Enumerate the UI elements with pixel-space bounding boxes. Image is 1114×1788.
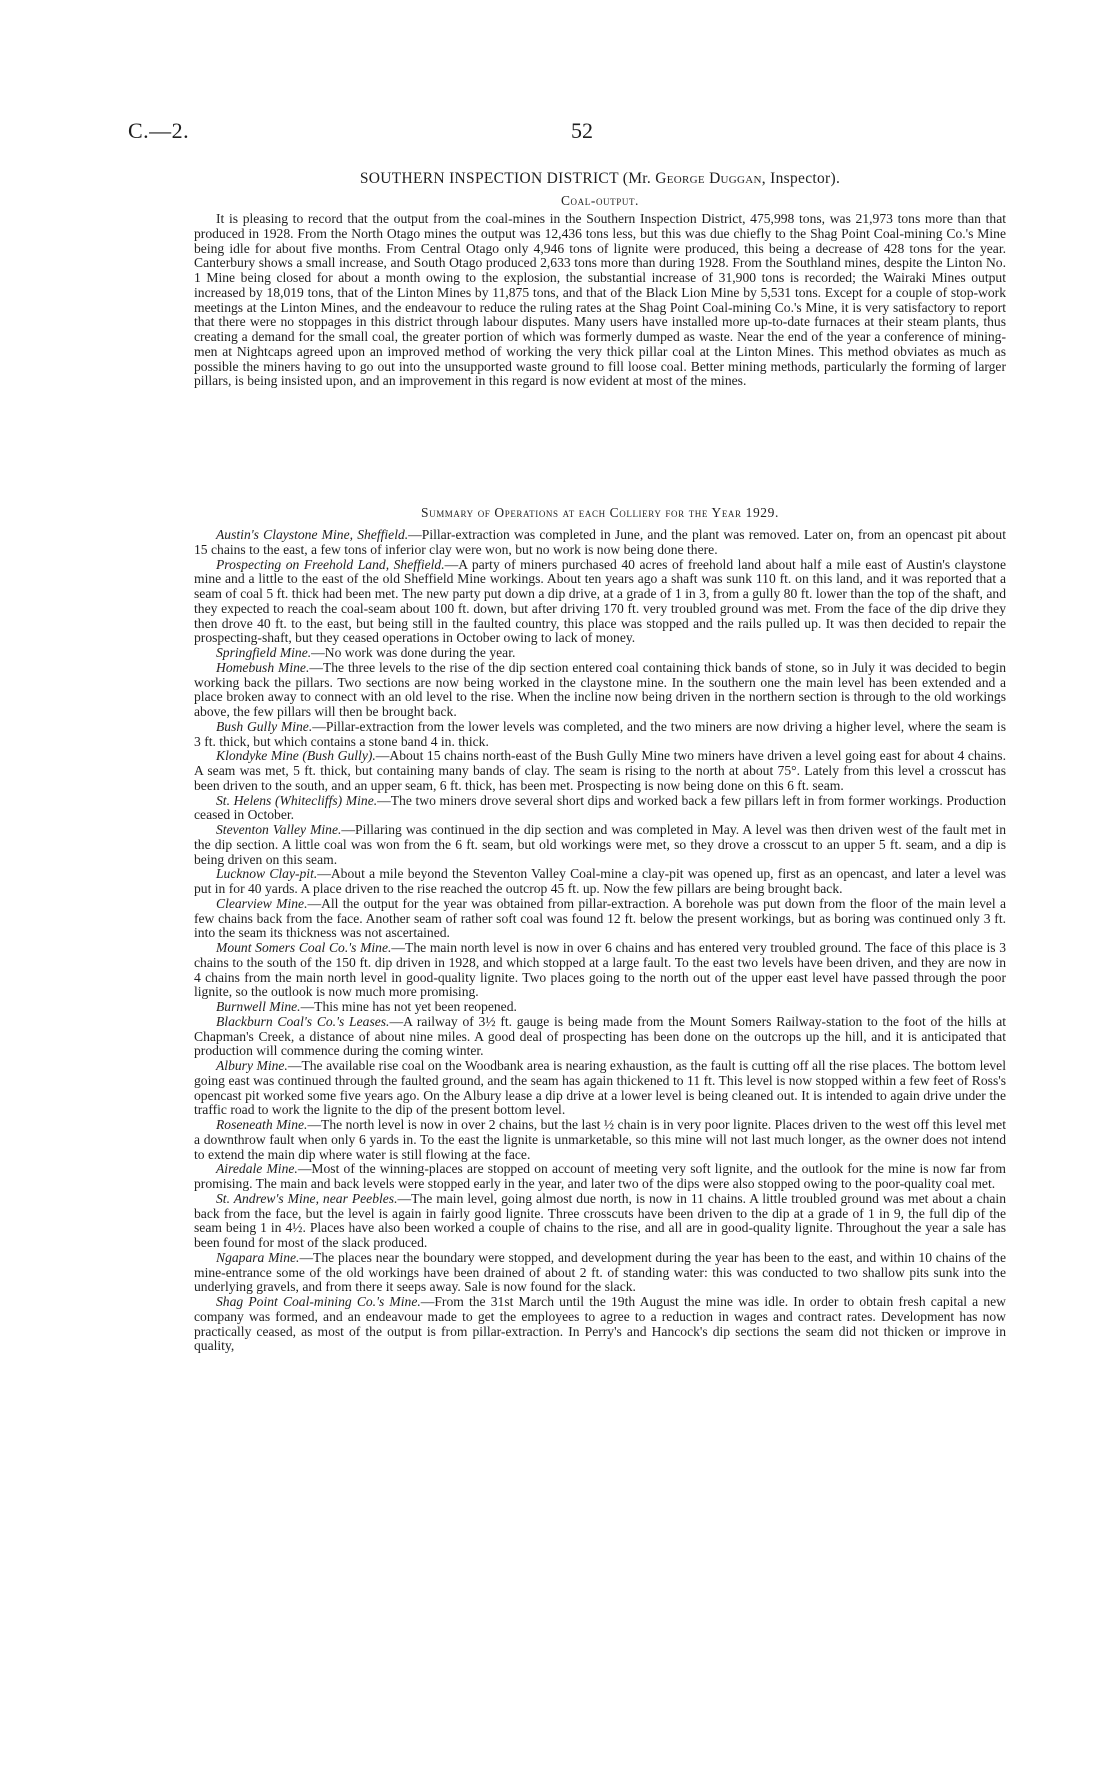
operation-text: —The main north level is now in over 6 chains and has entered very troubled ground. The face of this place is 3 chains to the south of the 150 ft. dip driven in 1928, and which stopped at a large fault. To the east two levels have been driven, and they are now in 4 chains from the main north level in good-quality lignite. Two places going to the north out of the upper east level have passed through the poor lignite, so the outlook is now much more promising. bbox=[194, 940, 1006, 1000]
operation-text: —From the 31st March until the 19th August the mine was idle. In order to obtain fresh capital a new company was formed, and an endeavour made to get the employees to agree to a reduction in wages and contract rates. Development has now practically ceased, as most of the output is from pillar-extraction. In Perry's and Hancock's dip sections the seam did not thicken or improve in quality, bbox=[194, 1294, 1006, 1354]
operation-text: —The available rise coal on the Woodbank area is nearing exhaustion, as the fault is cutting off all the rise places. The bottom level going east was continued through the faulted ground, and the seam has again thickened to 11 ft. This level is now stopped within a few feet of Ross's opencast pit worked some five years ago. On the Albury lease a dip drive at a lower level is being cleaned out. It is intended to again drive under the traffic road to work the lignite to the dip of the present bottom level. bbox=[194, 1058, 1006, 1118]
operation-title: Springfield Mine. bbox=[216, 645, 312, 660]
operation-paragraph bbox=[194, 941, 1006, 1000]
district-heading bbox=[194, 170, 1006, 188]
operation-paragraph bbox=[194, 646, 1006, 661]
operation-text: —Pillaring was continued in the dip section and was completed in May. A level was then driven west of the fault met in the dip section. A little coal was won from the 6 ft. seam, but old workings were met, so they drove a crosscut to an upper 5 ft. seam, and a dip is being driven on this seam. bbox=[194, 822, 1006, 867]
operation-title: Airedale Mine. bbox=[216, 1161, 298, 1177]
operation-paragraph bbox=[194, 720, 1006, 750]
operation-text: —No work was done during the year. bbox=[311, 645, 516, 660]
operation-paragraph bbox=[194, 1059, 1006, 1118]
operation-title: Shag Point Coal-mining Co.'s Mine. bbox=[216, 1294, 421, 1309]
operation-paragraph bbox=[194, 1118, 1006, 1162]
operation-text: —Most of the winning-places are stopped on account of meeting very soft lignite, and the outlook for the mine is now far from promising. The main and back levels were stopped early in the year, and later two of the dips were also stopped owing to the poor-quality coal met. bbox=[194, 1161, 1006, 1191]
operation-text: —The north level is now in over 2 chains, but the last ½ chain is in very poor lignite. Places driven to the west off this level met a downthrow fault when only 6 yards in. To the east the lignite is unmarketable, so this mine will not last much longer, as the owner does not intend to extend the main dip where water is still flowing at the face. bbox=[194, 1117, 1006, 1162]
operation-text: —About a mile beyond the Steventon Valley Coal-mine a clay-pit was opened up, first as an opencast, and later a level was put in for 40 yards. A place driven to the rise reached the outcrop 45 ft. up. Now the few pillars are being brought back. bbox=[194, 866, 1006, 896]
operation-paragraph bbox=[194, 1000, 1006, 1015]
coal-output-heading: Coal-output. bbox=[560, 193, 640, 208]
operation-paragraph bbox=[194, 558, 1006, 647]
operation-text: —All the output for the year was obtained from pillar-extraction. A borehole was put down from the floor of the main level a few chains back from the face. Another seam of rather soft coal was found 12 ft. below the present workings, but as boring was continued only 3 ft. into the seam its thickness was not ascertained. bbox=[194, 895, 1006, 941]
operation-text: —Pillar-extraction from the lower levels was completed, and the two miners are now driving a higher level, where the seam is 3 ft. thick, but which contains a stone band 4 in. thick. bbox=[194, 718, 1006, 749]
operation-paragraph bbox=[194, 661, 1006, 720]
operation-title: Homebush Mine. bbox=[216, 659, 310, 675]
operation-text: —About 15 chains north-east of the Bush Gully Mine two miners have driven a level going east for about 4 chains. A seam was met, 5 ft. thick, but containing many bands of clay. The seam is rising to the north at about 75°. Lately from this level a crosscut has been driven to the south, and an upper seam, 6 ft. thick, has been met. Prospecting is now being done on this 6 ft. seam. bbox=[194, 748, 1006, 793]
operation-text: —The main level, going almost due north, is now in 11 chains. A little troubled ground was met about a chain back from the face, but the level is again in fairly good lignite. Three crosscuts have been driven to the dip at a grade of 1 in 9, the full dip of the seam being 1 in 4½. Places have also been worked a couple of chains to the rise, and all are in good-quality lignite. Throughout the year a sale has been found for most of the slack produced. bbox=[194, 1190, 1007, 1250]
operation-title: Blackburn Coal's Co.'s Leases. bbox=[216, 1013, 390, 1029]
operation-title: Lucknow Clay-pit. bbox=[216, 866, 318, 882]
operation-title: Prospecting on Freehold Land, Sheffield. bbox=[216, 556, 445, 572]
operation-paragraph bbox=[194, 897, 1006, 941]
operation-paragraph bbox=[194, 867, 1006, 897]
operation-paragraph bbox=[194, 1015, 1006, 1059]
operation-text: —A railway of 3½ ft. gauge is being made from the Mount Somers Railway-station to the foot of the hills at Chapman's Creek, a distance of about nine miles. A good deal of prospecting has been done on the outcrops up the hill, and it is anticipated that production will commence during the coming winter. bbox=[194, 1013, 1007, 1059]
operation-title: Burnwell Mine. bbox=[216, 999, 301, 1014]
operations-list bbox=[194, 528, 1006, 1354]
intro-section bbox=[194, 212, 1006, 389]
operation-title: Steventon Valley Mine. bbox=[216, 822, 342, 837]
operation-text: —This mine has not yet been reopened. bbox=[300, 999, 517, 1014]
summary-heading: Summary of Operations at each Colliery for the Year 1929. bbox=[421, 505, 779, 520]
operation-paragraph bbox=[194, 1295, 1006, 1354]
operation-title: Bush Gully Mine. bbox=[216, 718, 313, 734]
operation-title: St. Andrew's Mine, near Peebles. bbox=[216, 1190, 398, 1206]
operation-paragraph bbox=[194, 1162, 1006, 1192]
operation-paragraph bbox=[194, 823, 1006, 867]
operation-paragraph bbox=[194, 749, 1006, 793]
operation-title: Mount Somers Coal Co.'s Mine. bbox=[216, 940, 392, 955]
operation-text: —Pillar-extraction was completed in June, and the plant was removed. Later on, from an opencast pit about 15 chains to the east, a few tons of inferior clay were won, but no work is now being done there. bbox=[194, 527, 1007, 557]
operation-paragraph bbox=[194, 1192, 1006, 1251]
intro-paragraph: It is pleasing to record that the output from the coal-mines in the Southern Inspection District, 475,998 tons, was 21,973 tons more than that produced in 1928. From the North Otago mines the output was 12,436 tons less, but this was due chiefly to the Shag Point Coal-mining Co.'s Mine being idle for about five months. From Central Otago only 4,946 tons of lignite were produced, this being a decrease of 428 tons for the year. Canterbury shows a small increase, and South Otago produced 2,633 tons more than during 1928. From the Southland mines, despite the Linton No. 1 Mine being closed for about a month owing to the explosion, the substantial increase of 31,900 tons is recorded; the Wairaki Mines output increased by 18,019 tons, that of the Linton Mines by 11,875 tons, and that of the Black Lion Mine by 5,531 tons. Except for a couple of stop-work meetings at the Linton Mines, and the endeavour to reduce the ruling rates at the Shag Point Coal-mining Co.'s Mine, it is very satisfactory to report that there were no stoppages in this district through labour disputes. Many users have installed more up-to-date furnaces at their steam plants, thus creating a demand for the small coal, the greater portion of which was formerly dumped as waste. Near the end of the year a conference of mining-men at Nightcaps agreed upon an improved method of working the very thick pillar coal at the Linton Mines. This method obviates as much as possible the miners having to go out into the unsupported waste ground to fill loose coal. Better mining methods, particularly the forming of larger pillars, is being insisted upon, and an improvement in this regard is now evident at most of the mines. bbox=[194, 211, 1006, 389]
operation-title: Klondyke Mine (Bush Gully). bbox=[216, 748, 376, 764]
district-heading-main: SOUTHERN INSPECTION DISTRICT (Mr. bbox=[359, 170, 656, 187]
operation-text: —The three levels to the rise of the dip section entered coal containing thick bands of stone, so in July it was decided to begin working back the pillars. Two sections are now being worked in the claystone mine. In the southern one the main level has been extended and a place broken away to connect with an old level to the rise. When the incline now being driven in the northern section is through to the old workings above, the few pillars will then be brought back. bbox=[194, 659, 1007, 719]
operation-title: St. Helens (Whitecliffs) Mine. bbox=[216, 792, 378, 808]
document-reference: C.—2. bbox=[128, 118, 190, 143]
operation-title: Austin's Claystone Mine, Sheffield. bbox=[216, 527, 409, 542]
operation-text: —A party of miners purchased 40 acres of freehold land about half a mile east of Austin's claystone mine and a little to the east of the old Sheffield Mine workings. About ten years ago a shaft was sunk 110 ft. on this land, and it was reported that a seam of coal 5 ft. thick had been met. The new party put down a dip drive, at a grade of 1 in 3, from a gully 80 ft. lower than the top of the shaft, and they expected to reach the coal-seam about 100 ft. down, but after driving 170 ft. very troubled ground was met. From the face of the dip drive they then drove 40 ft. to the east, but being still in the faulted country, this place was stopped and the rails pulled up. It was then decided to repair the prospecting-shaft, but they ceased operations in October owing to lack of money. bbox=[194, 556, 1006, 646]
operation-text: —The places near the boundary were stopped, and development during the year has been to the east, and within 10 chains of the mine-entrance some of the old workings have been drained of about 2 ft. of standing water: this was conducted to two shallow pits sunk into the underlying gravels, and from there it seeps away. Sale is now found for the slack. bbox=[194, 1249, 1006, 1295]
operation-title: Albury Mine. bbox=[216, 1058, 288, 1073]
operation-title: Clearview Mine. bbox=[216, 895, 308, 911]
operation-title: Ngapara Mine. bbox=[216, 1249, 300, 1265]
inspector-name: George Duggan bbox=[655, 170, 762, 187]
operation-paragraph bbox=[194, 794, 1006, 824]
district-heading-tail: , Inspector). bbox=[761, 170, 841, 187]
operation-paragraph bbox=[194, 528, 1006, 558]
operation-paragraph bbox=[194, 1251, 1006, 1295]
operation-title: Roseneath Mine. bbox=[216, 1117, 308, 1132]
page-number: 52 bbox=[571, 118, 593, 143]
operation-text: —The two miners drove several short dips and worked back a few pillars left in from former workings. Production ceased in October. bbox=[194, 792, 1006, 823]
